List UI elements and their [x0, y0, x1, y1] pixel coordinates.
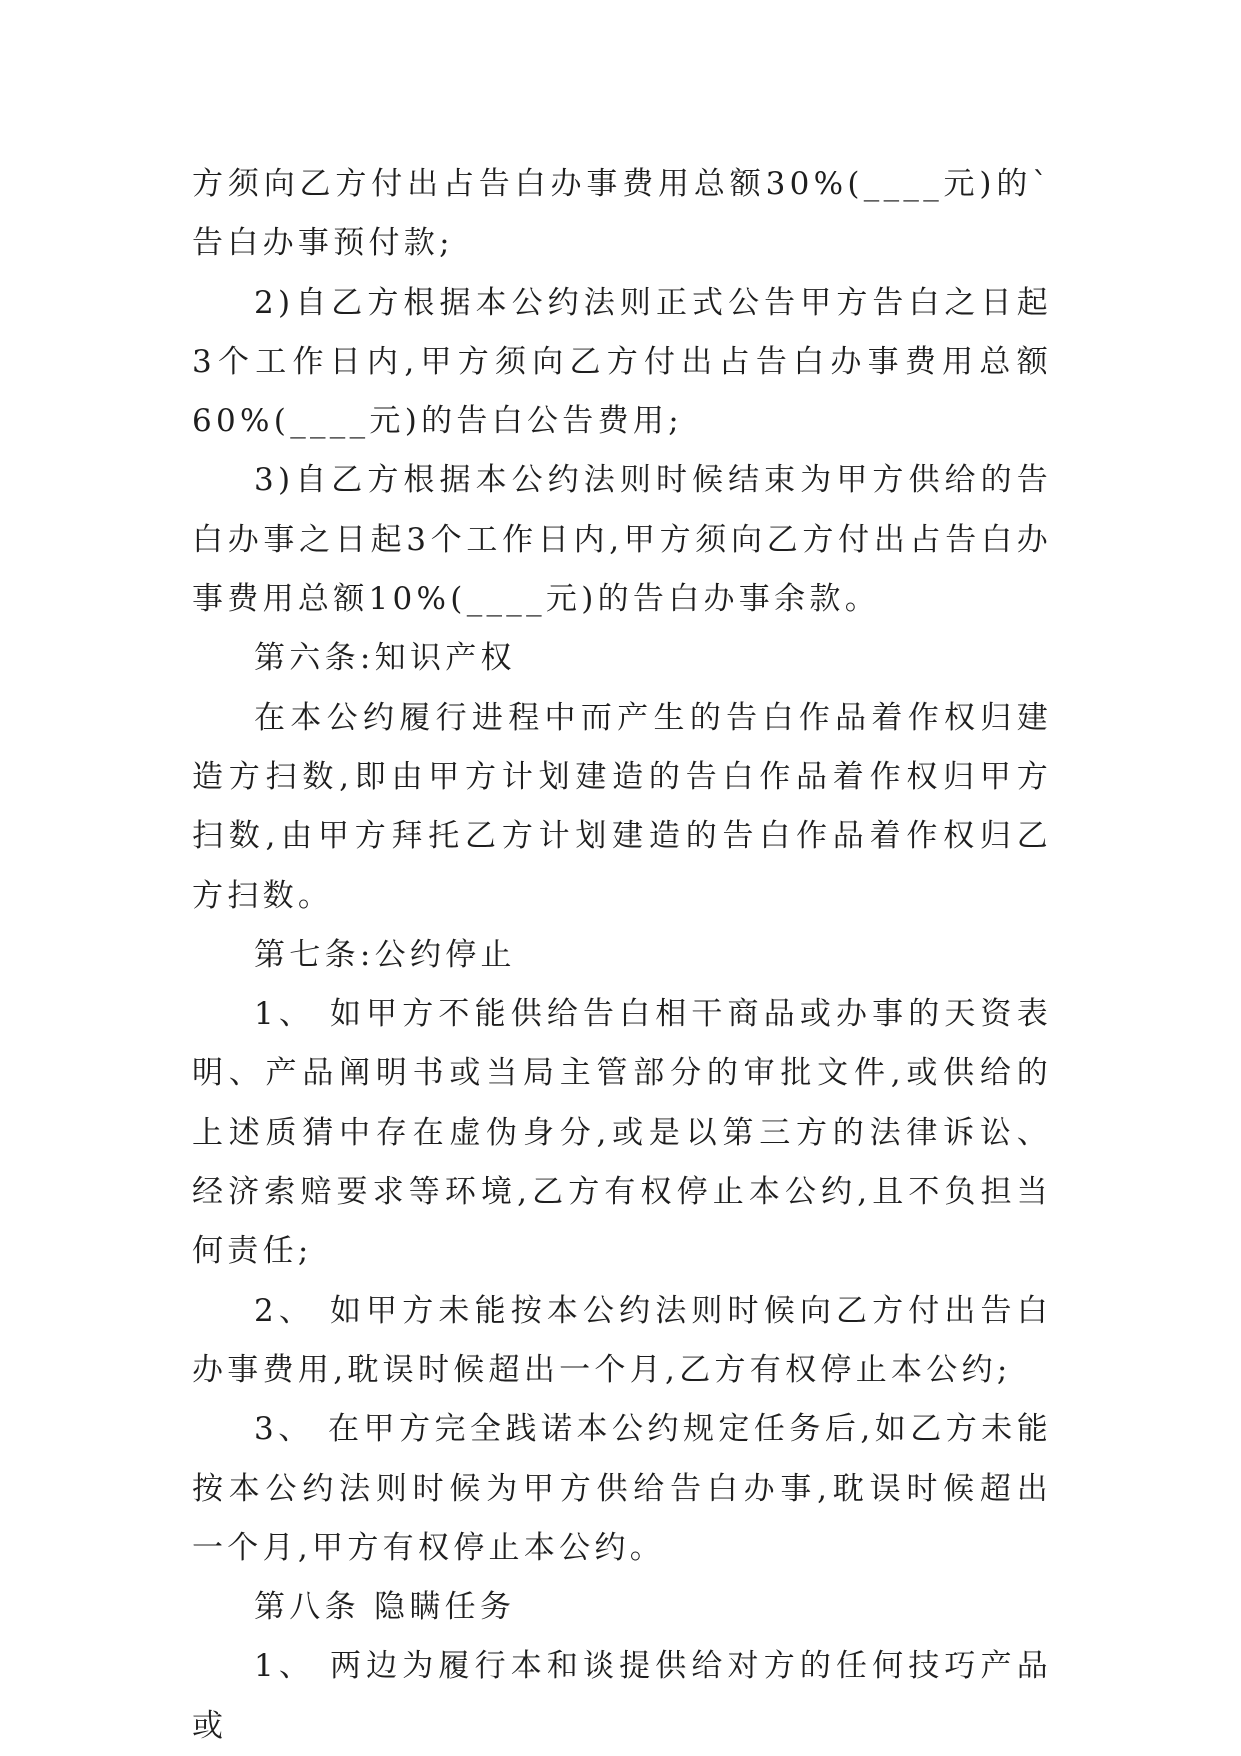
paragraph-publication-fee: 2)自乙方根据本公约法则正式公告甲方告白之日起3个工作日内,甲方须向乙方付出占告白办事费用总额60%(____元)的告白公告费用; [192, 284, 1052, 440]
section-heading-article-8: 第八条 隐瞒任务 [254, 1589, 516, 1626]
section-heading-article-7: 第七条:公约停止 [254, 936, 516, 973]
paragraph-advance-payment: 方须向乙方付出占告白办事费用总额30%(____元)的`告白办事预付款; [192, 166, 1052, 262]
paragraph-termination-2: 2、 如甲方未能按本公约法则时候向乙方付出告白办事费用,耽误时候超出一个月,乙方有权停止本公约; [192, 1292, 1052, 1388]
paragraph-copyright: 在本公约履行进程中而产生的告白作品着作权归建造方扫数,即由甲方计划建造的告白作品着作权归甲方扫数,由甲方拜托乙方计划建造的告白作品着作权归乙方扫数。 [192, 699, 1052, 914]
document-page [192, 155, 1052, 1756]
paragraph-termination-1: 1、 如甲方不能供给告白相干商品或办事的天资表明、产品阐明书或当局主管部分的审批文件,或供给的上述质猜中存在虚伪身分,或是以第三方的法律诉讼、经济索赔要求等环境,乙方有权停止本公约,且不负担当何责任; [192, 996, 1052, 1270]
paragraph-termination-3: 3、 在甲方完全践诺本公约规定任务后,如乙方未能按本公约法则时候为甲方供给告白办事,耽误时候超出一个月,甲方有权停止本公约。 [192, 1411, 1052, 1566]
paragraph-confidentiality-1: 1、 两边为履行本和谈提供给对方的任何技巧产品或 [192, 1648, 1052, 1744]
paragraph-balance-payment: 3)自乙方根据本公约法则时候结束为甲方供给的告白办事之日起3个工作日内,甲方须向乙方付出占告白办事费用总额10%(____元)的告白办事余款。 [192, 462, 1052, 618]
section-heading-article-6: 第六条:知识产权 [254, 640, 516, 677]
